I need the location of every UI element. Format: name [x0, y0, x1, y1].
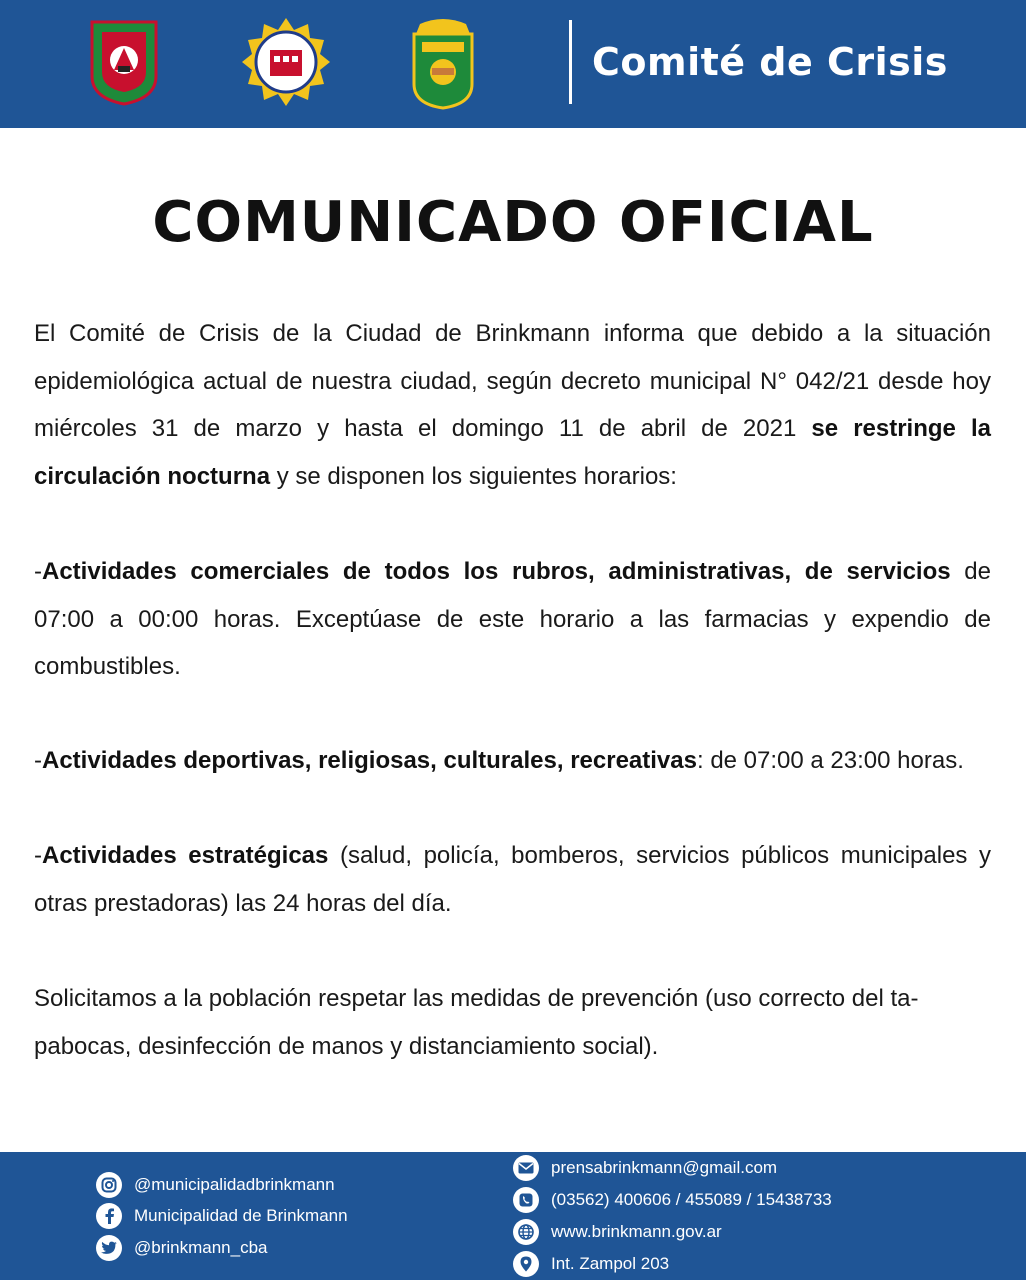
- twitter-label: @brinkmann_cba: [134, 1238, 268, 1257]
- facebook-label: Municipalidad de Brinkmann: [134, 1206, 348, 1225]
- footer-instagram[interactable]: [96, 1172, 335, 1198]
- item-prefix: -: [34, 747, 42, 774]
- footer-website[interactable]: [513, 1219, 722, 1245]
- policia-cordoba-emblem-icon: [240, 16, 332, 108]
- item-prefix: -: [34, 842, 42, 869]
- list-item: [34, 737, 991, 785]
- bomberos-shield-icon: [88, 18, 160, 106]
- list-item: [34, 548, 991, 691]
- twitter-icon: [96, 1235, 122, 1261]
- location-pin-icon: [513, 1251, 539, 1277]
- footer-email[interactable]: [513, 1155, 777, 1181]
- address-label: Int. Zampol 203: [551, 1254, 670, 1273]
- brinkmann-coat-of-arms-icon: [410, 14, 476, 110]
- closing-line-1: Solicitamos a la población respetar las medidas de prevención (uso correcto del ta-: [34, 985, 919, 1012]
- header-divider: [569, 20, 572, 104]
- email-label: prensabrinkmann@gmail.com: [551, 1158, 778, 1177]
- item-bold-text: Actividades estratégicas: [42, 842, 329, 869]
- item-bold-text: Actividades deportivas, religiosas, culturales, recreativas: [42, 747, 697, 774]
- header-bar: [0, 0, 1026, 128]
- closing-paragraph: [34, 975, 991, 1070]
- phone-icon: [513, 1187, 539, 1213]
- website-label: www.brinkmann.gov.ar: [551, 1222, 722, 1241]
- item-bold-text: Actividades comerciales de todos los rubros, administrativas, de servicios: [42, 558, 951, 585]
- list-item: [34, 832, 991, 927]
- item-prefix: -: [34, 558, 42, 585]
- item-text: (salud, policía, bomberos, servicios públicos municipales y otras prestadoras) las 24 horas del día.: [34, 842, 991, 917]
- phone-label: (03562) 400606 / 455089 / 15438733: [551, 1190, 832, 1209]
- intro-paragraph: [34, 310, 991, 500]
- closing-line-2: pabocas, desinfección de manos y distanciamiento social).: [34, 1032, 659, 1060]
- intro-bold-text: se restringe la circulación nocturna: [34, 415, 991, 490]
- email-icon: [513, 1155, 539, 1181]
- footer-twitter[interactable]: [96, 1235, 268, 1261]
- item-text: de 07:00 a 00:00 horas. Exceptúase de este horario a las farmacias y expendio de combustibles.: [34, 558, 991, 680]
- intro-text: El Comité de Crisis de la Ciudad de Brinkmann informa que debido a la situación epidemiológica actual de nuestra ciudad, según decreto municipal N° 042/21 desde hoy miércoles 31 de marzo y hasta el domingo 11 de abril de 2021: [34, 320, 991, 442]
- item-text: : de 07:00 a 23:00 horas.: [696, 747, 964, 774]
- footer-facebook[interactable]: [96, 1203, 348, 1229]
- footer-bar: [0, 1152, 1026, 1280]
- instagram-label: @municipalidadbrinkmann: [134, 1175, 335, 1194]
- facebook-icon: [96, 1203, 122, 1229]
- instagram-icon: [96, 1172, 122, 1198]
- page-title: COMUNICADO OFICIAL: [152, 190, 874, 255]
- footer-address[interactable]: [513, 1251, 669, 1277]
- header-title: Comité de Crisis: [592, 40, 948, 84]
- footer-phone[interactable]: [513, 1187, 832, 1213]
- globe-icon: [513, 1219, 539, 1245]
- intro-tail-text: y se disponen los siguientes horarios:: [270, 462, 677, 490]
